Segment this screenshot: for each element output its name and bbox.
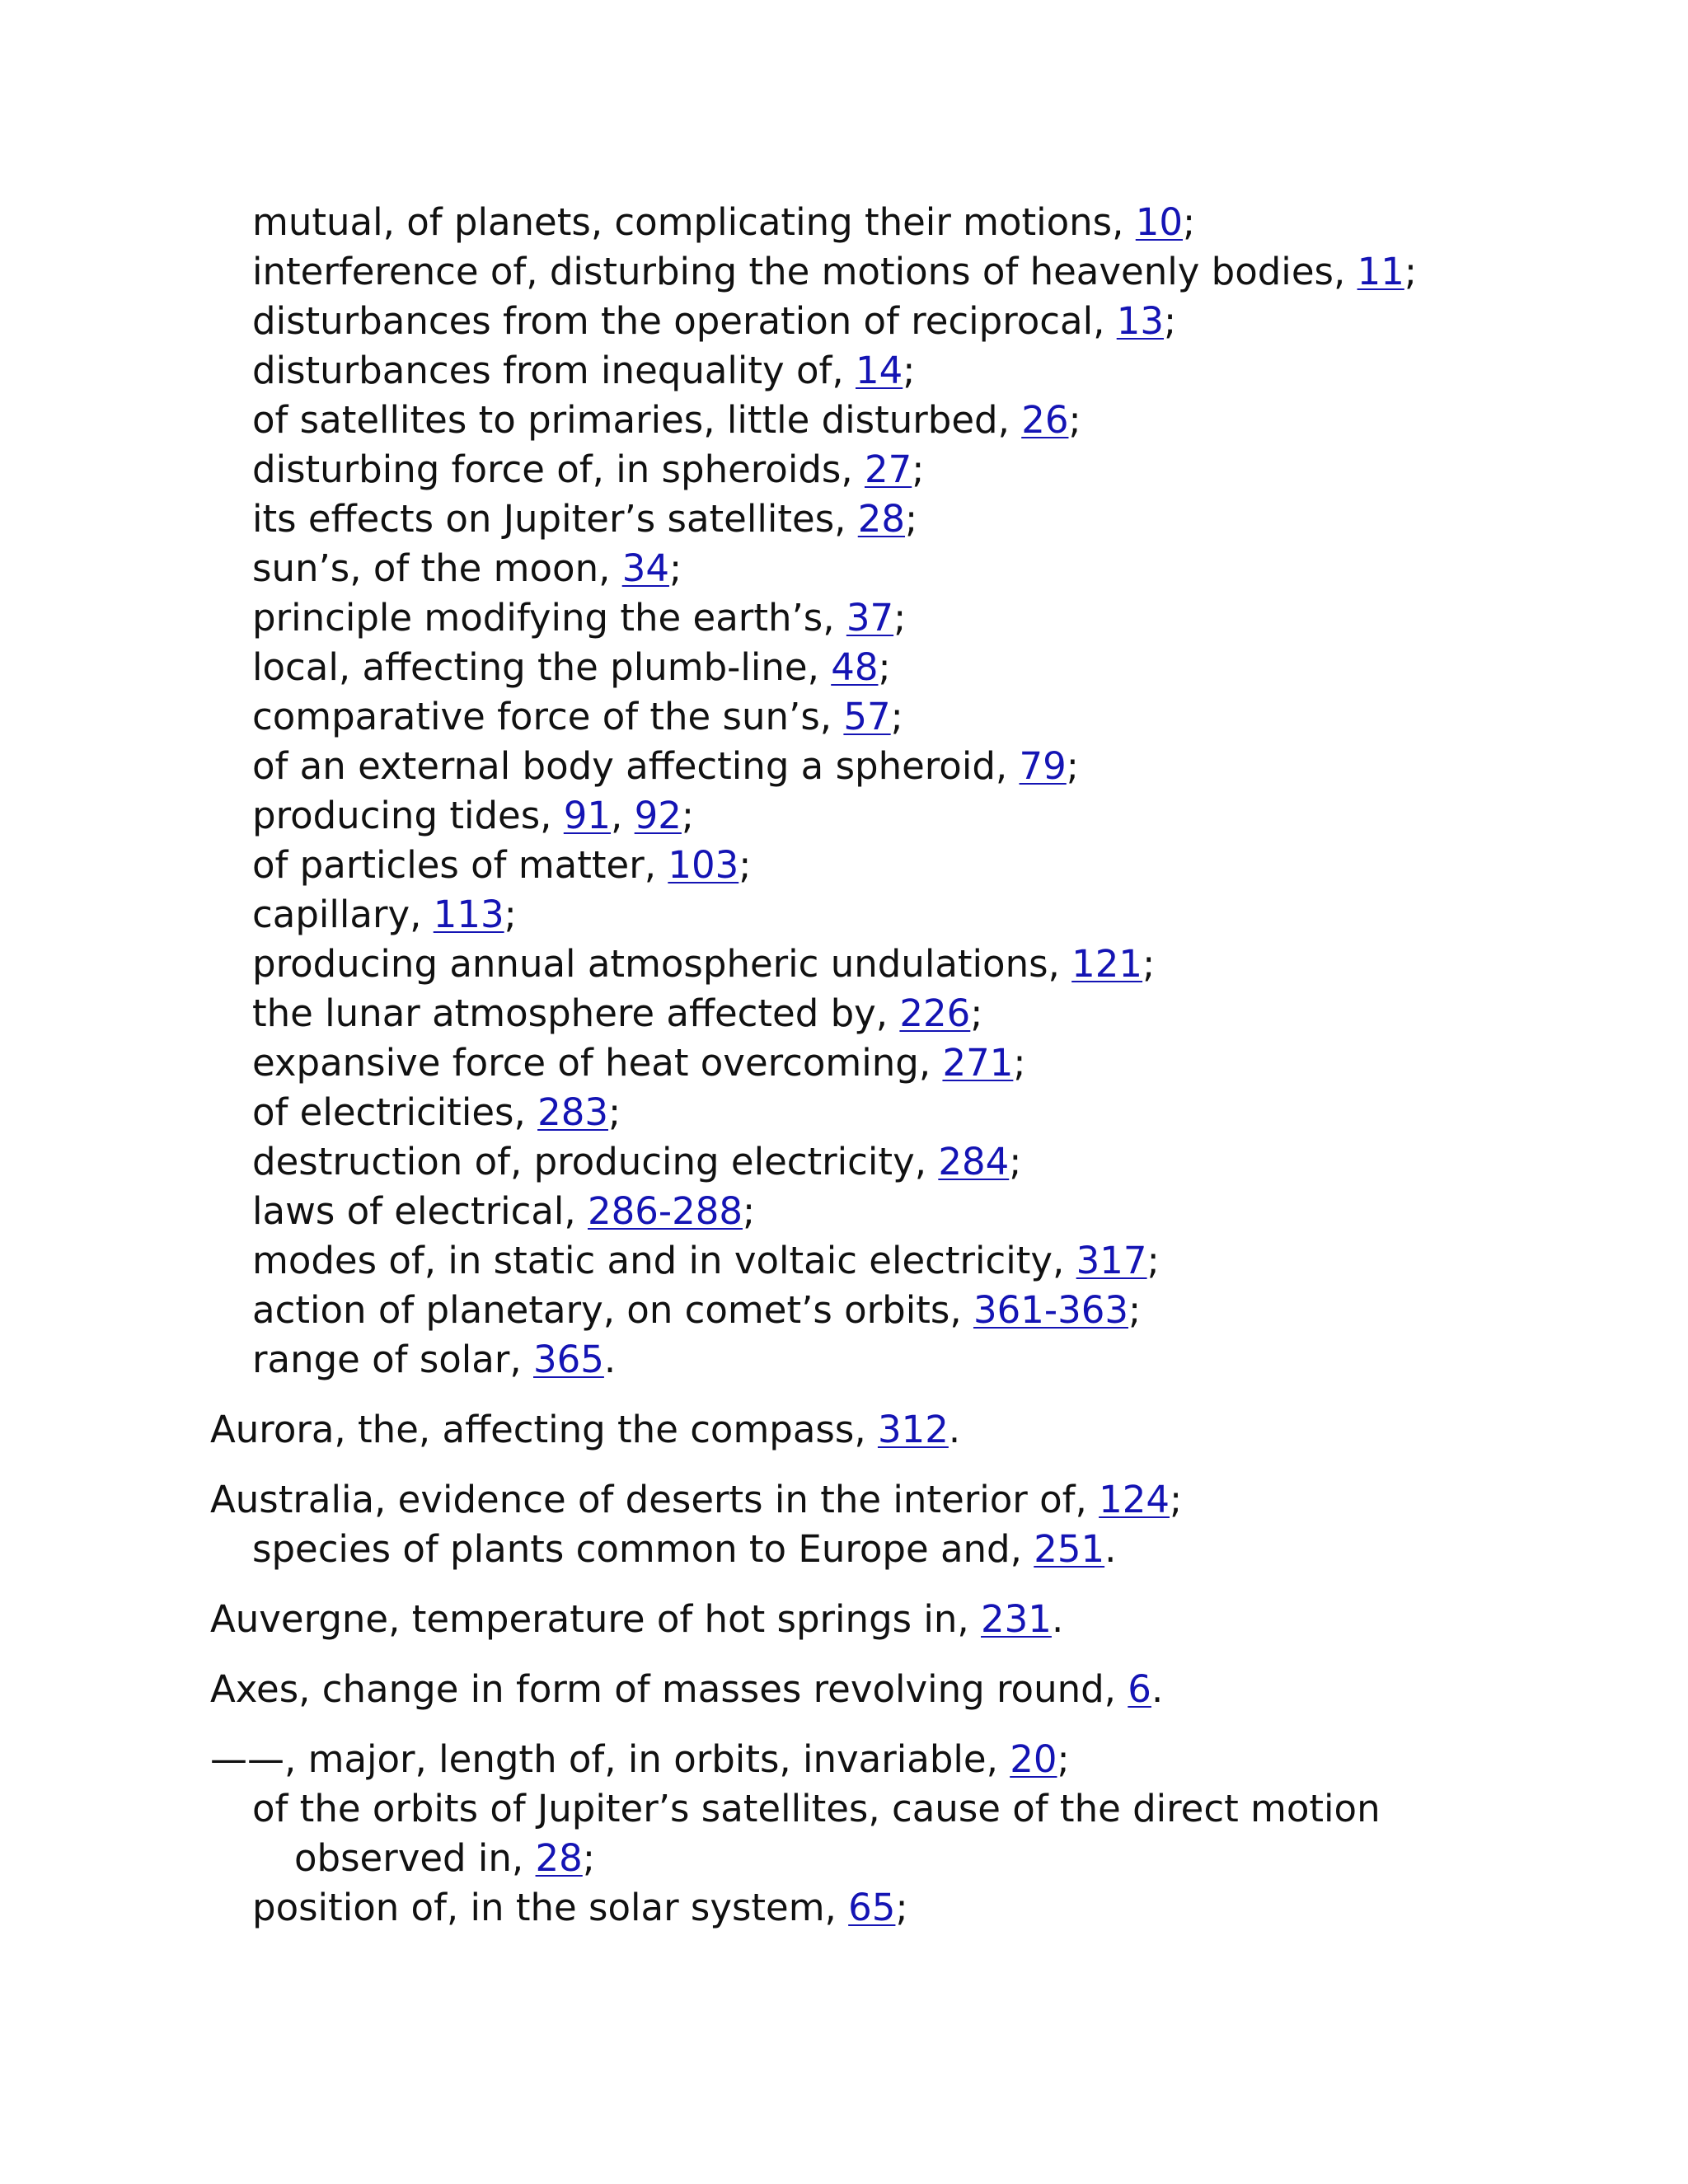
entry-punctuation: ; (743, 1189, 756, 1233)
page-reference-link[interactable]: 28 (535, 1836, 583, 1880)
entry-punctuation: ; (582, 1836, 595, 1880)
index-entry (210, 1735, 1611, 1933)
entry-punctuation: ; (504, 893, 517, 936)
entry-text: disturbing force of, in spheroids, (252, 448, 865, 491)
entry-text: comparative force of the sun’s, (252, 695, 844, 738)
index-subentry-line (210, 297, 1611, 346)
page-reference-link[interactable]: 20 (1010, 1737, 1057, 1781)
page-reference-link[interactable]: 231 (981, 1597, 1052, 1641)
entry-text: principle modifying the earth’s, (252, 596, 846, 640)
entry-punctuation: ; (1142, 942, 1156, 986)
index-subentry-line (210, 890, 1611, 940)
entry-text: of electricities, (252, 1090, 538, 1134)
entry-punctuation: ; (681, 794, 695, 837)
index-heading-line (210, 1735, 1611, 1784)
entry-punctuation: ; (1146, 1239, 1160, 1282)
entry-text: species of plants common to Europe and, (252, 1527, 1034, 1571)
page-reference-link[interactable]: 251 (1034, 1527, 1105, 1571)
entry-punctuation: ; (903, 349, 916, 392)
index-subentry-line (210, 742, 1611, 791)
entry-text: position of, in the solar system, (252, 1886, 849, 1929)
page-reference-link[interactable]: 226 (899, 991, 971, 1035)
entry-punctuation: ; (1057, 1737, 1070, 1781)
page-reference-link[interactable]: 13 (1116, 299, 1164, 343)
page-reference-link[interactable]: 361-363 (973, 1288, 1128, 1332)
entry-text: Australia, evidence of deserts in the interior of, (210, 1478, 1100, 1521)
index-subentry-line (210, 593, 1611, 643)
entry-punctuation: ; (1009, 1140, 1022, 1183)
entry-punctuation: ; (912, 448, 925, 491)
entry-punctuation: ; (607, 1090, 621, 1134)
page-reference-link[interactable]: 14 (855, 349, 903, 392)
entry-punctuation: ; (893, 596, 907, 640)
page-reference-link[interactable]: 48 (831, 645, 879, 689)
index-heading-line (210, 1405, 1611, 1455)
entry-text: expansive force of heat overcoming, (252, 1041, 943, 1085)
entry-text: laws of electrical, (252, 1189, 588, 1233)
page-reference-link[interactable]: 317 (1076, 1239, 1147, 1282)
page-reference-link[interactable]: 121 (1071, 942, 1143, 986)
page-reference-link[interactable]: 57 (843, 695, 891, 738)
index-entry (210, 1475, 1611, 1574)
page-reference-link[interactable]: 103 (668, 843, 739, 887)
index-subentry-line (210, 544, 1611, 593)
entry-punctuation: . (1051, 1597, 1064, 1641)
entry-text: of satellites to primaries, little disturbed, (252, 398, 1022, 442)
entry-punctuation: ; (1404, 250, 1417, 293)
page-reference-link[interactable]: 26 (1021, 398, 1069, 442)
index-subentry-line (210, 1883, 1611, 1933)
entry-punctuation: ; (1068, 398, 1081, 442)
page-reference-link[interactable]: 271 (942, 1041, 1014, 1085)
index-subentry-line (210, 1187, 1611, 1236)
entry-text: disturbances from inequality of, (252, 349, 856, 392)
entry-text: the lunar atmosphere affected by, (252, 991, 900, 1035)
index-page (210, 198, 1611, 1953)
entry-text: observed in, (294, 1836, 536, 1880)
index-subentry-line (210, 346, 1611, 396)
entry-punctuation: . (948, 1408, 961, 1451)
index-entry (210, 1665, 1611, 1714)
entry-punctuation: . (1151, 1667, 1164, 1711)
entry-punctuation: ; (905, 497, 918, 541)
entry-text: of an external body affecting a spheroid, (252, 744, 1020, 788)
index-heading-line (210, 1665, 1611, 1714)
entry-text: action of planetary, on comet’s orbits, (252, 1288, 973, 1332)
entry-text: producing tides, (252, 794, 564, 837)
ref-separator: , (611, 794, 635, 837)
index-subentry-line (210, 1784, 1611, 1834)
entry-text: of particles of matter, (252, 843, 668, 887)
entry-text: capillary, (252, 893, 434, 936)
entry-punctuation: ; (1128, 1288, 1142, 1332)
page-reference-link[interactable]: 312 (877, 1408, 949, 1451)
entry-punctuation: ; (895, 1886, 908, 1929)
page-reference-link[interactable]: 6 (1128, 1667, 1151, 1711)
index-subentry-line (210, 841, 1611, 890)
page-reference-link[interactable]: 91 (563, 794, 612, 837)
page-reference-link[interactable]: 10 (1135, 200, 1184, 244)
index-subentry-line (210, 198, 1611, 247)
index-heading-line (210, 1595, 1611, 1644)
page-reference-link[interactable]: 28 (857, 497, 906, 541)
entry-text: mutual, of planets, complicating their motions, (252, 200, 1136, 244)
index-entry (210, 1405, 1611, 1455)
entry-text: its effects on Jupiter’s satellites, (252, 497, 858, 541)
entry-punctuation: ; (1163, 299, 1177, 343)
index-heading-line (210, 1475, 1611, 1525)
index-subentry-line (210, 396, 1611, 445)
page-reference-link[interactable]: 79 (1019, 744, 1067, 788)
entry-text: producing annual atmospheric undulations, (252, 942, 1072, 986)
entry-text: ——, major, length of, in orbits, invariable, (210, 1737, 1010, 1781)
entry-punctuation: . (1104, 1527, 1117, 1571)
page-reference-link[interactable]: 34 (621, 546, 669, 590)
page-reference-link[interactable]: 92 (634, 794, 682, 837)
page-reference-link[interactable]: 365 (533, 1338, 604, 1381)
entry-text: of the orbits of Jupiter’s satellites, cause of the direct motion (252, 1787, 1381, 1830)
index-subentry-line (210, 1286, 1611, 1335)
page-reference-link[interactable]: 65 (848, 1886, 896, 1929)
entry-punctuation: . (603, 1338, 617, 1381)
entry-text: modes of, in static and in voltaic electricity, (252, 1239, 1076, 1282)
entry-punctuation: ; (738, 843, 752, 887)
entry-punctuation: ; (878, 645, 891, 689)
index-subentry-line (210, 1834, 1611, 1883)
entry-text: Aurora, the, affecting the compass, (210, 1408, 878, 1451)
index-subentry-line (210, 445, 1611, 494)
index-subentry-line (210, 643, 1611, 692)
entry-text: destruction of, producing electricity, (252, 1140, 939, 1183)
index-subentry-line (210, 1525, 1611, 1574)
page-reference-link[interactable]: 11 (1357, 250, 1404, 293)
page-reference-link[interactable]: 286-288 (588, 1189, 743, 1233)
index-subentry-line (210, 1335, 1611, 1385)
index-entry (210, 1595, 1611, 1644)
index-subentry-line (210, 989, 1611, 1038)
page-reference-link[interactable]: 37 (846, 596, 894, 640)
entry-text: range of solar, (252, 1338, 533, 1381)
index-subentry-line (210, 1038, 1611, 1088)
page-reference-link[interactable]: 124 (1099, 1478, 1170, 1521)
index-subentry-line (210, 692, 1611, 742)
index-subentry-line (210, 1137, 1611, 1187)
entry-punctuation: ; (890, 695, 903, 738)
entry-punctuation: ; (970, 991, 983, 1035)
index-subentry-line (210, 1236, 1611, 1286)
entry-punctuation: ; (1013, 1041, 1026, 1085)
index-entry (210, 198, 1611, 1385)
page-reference-link[interactable]: 113 (433, 893, 504, 936)
entry-punctuation: ; (1183, 200, 1196, 244)
entry-punctuation: ; (1066, 744, 1079, 788)
index-subentry-line (210, 940, 1611, 989)
index-subentry-line (210, 791, 1611, 841)
entry-text: local, affecting the plumb-line, (252, 645, 832, 689)
entry-text: sun’s, of the moon, (252, 546, 622, 590)
index-subentry-line (210, 494, 1611, 544)
entry-punctuation: ; (668, 546, 682, 590)
entry-text: Auvergne, temperature of hot springs in, (210, 1597, 982, 1641)
index-subentry-line (210, 247, 1611, 297)
page-reference-link[interactable]: 283 (537, 1090, 608, 1134)
entry-text: interference of, disturbing the motions of heavenly bodies, (252, 250, 1357, 293)
entry-text: Axes, change in form of masses revolving round, (210, 1667, 1128, 1711)
page-reference-link[interactable]: 27 (864, 448, 912, 491)
entry-text: disturbances from the operation of reciprocal, (252, 299, 1117, 343)
entry-punctuation: ; (1170, 1478, 1183, 1521)
page-reference-link[interactable]: 284 (938, 1140, 1010, 1183)
index-subentry-line (210, 1088, 1611, 1137)
